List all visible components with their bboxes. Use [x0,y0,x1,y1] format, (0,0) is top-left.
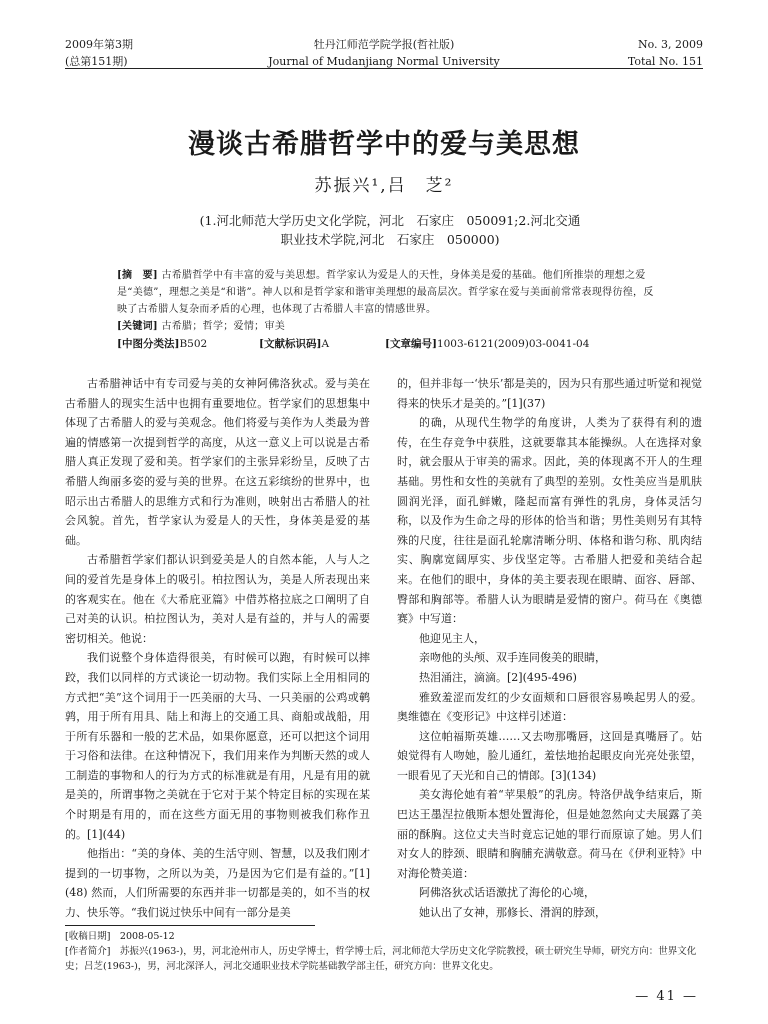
document-code: [文献标识码]A [259,338,330,350]
verse-line: 热泪涌注，滴滴。[2](495-496) [419,670,577,684]
body-column-right [397,374,702,923]
body-paragraph: 古希腊神话中有专司爱与美的女神阿佛洛狄忒。爱与美在古希腊人的现实生活中也拥有重要地位。哲学家们的思想集中体现了古希腊人的爱与美观念。他们将爱与美作为人类最为普遍的情感第一次提到哲学的高度，从这一意义上可以说是古希腊人真正发现了爱和美。哲学家们的主张异彩纷呈，反映了古希腊人绚丽多姿的爱与美的世界。在这五彩缤纷的世界中，也昭示出古希腊人的思维方式和行为准则，映射出古希腊人的社会风貌。首先，哲学家认为爱是人的天性，身体美是爱的基础。 [65,377,370,547]
keywords-label: [关键词] [117,321,158,332]
body-paragraph: 的确，从现代生物学的角度讲，人类为了获得有利的遗传，在生存竞争中获胜，这就要靠其本能操纵。人在选择对象时，就会服从于审美的需求。因此，美的体现离不开人的生理基础。男性和女性的美就有了典型的差别。女性美应当是肌肤圆润光泽，面孔鲜嫩，隆起而富有弹性的乳房，身体灵活匀称，以及作为生命之母的形体的恰当和谐；男性美则另有其特殊的尺度，往往是面孔轮廓清晰分明、体格和谐匀称、肌肉结实、胸廓宽阔厚实、步伐坚定等。古希腊人把爱和美结合起来。在他们的眼中，身体的美主要表现在眼睛、面容、唇部、臀部和胸部等。希腊人认为眼睛是爱情的窗户。荷马在《奥德赛》中写道： [397,416,702,626]
issue-total: (总第151期) [65,55,128,68]
footnote-rule [65,925,315,926]
paper-title: 漫谈古希腊哲学中的爱与美思想 [188,129,580,160]
running-header [65,28,703,69]
verse-line: 她认出了女神，那修长、滑润的脖颈， [419,906,606,920]
keywords-text: 古希腊；哲学；爱情；审美 [161,321,286,332]
body-column-left [65,374,370,923]
body-paragraph: 美女海伦她有着“苹果般”的乳房。特洛伊战争结束后，斯巴达王墨涅拉俄斯本想处置海伦，但是她忽然向丈夫展露了美丽的酥胸。这位丈夫当时竟忘记她的罪行而原谅了她。男人们对女人的脖颈、眼睛和胸脯充满敬意。荷马在《伊利亚特》中对海伦赞美道： [397,788,702,880]
affiliation-line-1: (1.河北师范大学历史文化学院，河北 石家庄 050091;2.河北交通 [199,213,581,228]
abstract-text: 古希腊哲学中有丰富的爱与美思想。哲学家认为爱是人的天性，身体美是爱的基础。他们所推崇的理想之爱是“美德”，理想之美是“和谐”。神人以和是哲学家和谐审美理想的最高层次。哲学家在爱与美面前常常表现得彷徨，反映了古希腊人复杂而矛盾的心理，也体现了古希腊人丰富的情感世界。 [117,270,654,315]
body-paragraph: 雅致羞涩而发红的少女面颊和口唇很容易唤起男人的爱。奥维德在《变形记》中这样引述道： [397,690,702,724]
verse-line: 他迎见主人， [419,631,485,645]
article-number: [文章编号]1003-6121(2009)03-0041-04 [385,338,590,350]
page-number: — 41 — [635,989,698,1004]
block-quote: 我们说整个身体造得很美，有时候可以跑，有时候可以摔跤，我们以同样的方式谈论一切动物。我们实际上全用相同的方式把“美”这个词用于一匹美丽的大马、一只美丽的公鸡或鹌鹑，用于所有用具、陆上和海上的交通工具、商船或战船，用于所有乐器和一般的艺术品，如果你愿意，还可以把这个词用于习俗和法律。在这种情况下，我们用来作为判断天然的或人工制造的事物和人的行为方式的标准就是有用，凡是有用的就是美的，所谓事物之美就在于它对于某个特定目标的实现在某个时期是有用的，而在这些方面无用的事物则被我们称作丑的。[1](44) [65,651,370,841]
journal-name-cn: 牡丹江师范学院学报(哲社版) [313,38,455,51]
issue-number: 2009年第3期 [65,38,133,51]
paper-authors: 苏振兴¹,吕 芝² [314,176,454,196]
issue-info-en [628,36,703,70]
body-paragraph: 的，但并非每一‘快乐’都是美的，因为只有那些通过听觉和视觉得来的快乐才是美的。”[1](37) [397,377,702,410]
keywords-line [117,318,655,335]
abstract-label: [摘 要] [117,270,158,281]
footnote [65,929,705,974]
received-date: [收稿日期] 2008-05-12 [65,931,175,942]
verse-line: 阿佛洛狄忒话语激扰了海伦的心境， [419,886,595,900]
body-paragraph: 他指出：“美的身体、美的生活守则、智慧，以及我们刚才提到的一切事物，之所以为美，乃是因为它们是有益的。”[1](48) 然而，人们所需要的东西并非一切都是美的，如不当的权力、快乐等。“我们说过快乐中间有一部分是美 [65,847,370,920]
issue-total-en: Total No. 151 [627,55,703,68]
abstract-block [117,267,655,335]
issue-number-en: No. 3, 2009 [637,38,703,51]
body-paragraph: 这位帕福斯英雄……又去吻那嘴唇，这回是真嘴唇了。姑娘觉得有人吻她，脸儿通红，羞怯地抬起眼皮向光亮处张望，一眼看见了天光和自己的情郎。[3](134) [397,729,702,782]
author-bio: [作者简介] 苏振兴(1963-)，男，河北沧州市人，历史学博士，哲学博士后，河北师范大学历史文化学院教授，硕士研究生导师，研究方向：世界文化史；吕芝(1963-)，男，河北深泽人，河北交通职业技术学院基础教学部主任，研究方向：世界文化史。 [65,946,697,972]
verse-line: 亲吻他的头颅、双手连同俊美的眼睛， [419,651,606,665]
author-affiliation [180,211,600,249]
journal-name-en: Journal of Mudanjiang Normal University [268,55,500,68]
journal-name [65,36,703,70]
affiliation-line-2: 职业技术学院,河北 石家庄 050000) [280,232,500,247]
clc-code: [中图分类法]B502 [117,338,208,350]
body-paragraph: 古希腊哲学家们都认识到爱美是人的自然本能，人与人之间的爱首先是身体上的吸引。柏拉图认为，美是人所表现出来的客观实在。他在《大希庇亚篇》中借苏格拉底之口阐明了自己对美的认识。柏拉图认为，美对人是有益的，并与人的需要密切相关。他说： [65,553,370,645]
abstract-text-wrap [117,267,655,318]
